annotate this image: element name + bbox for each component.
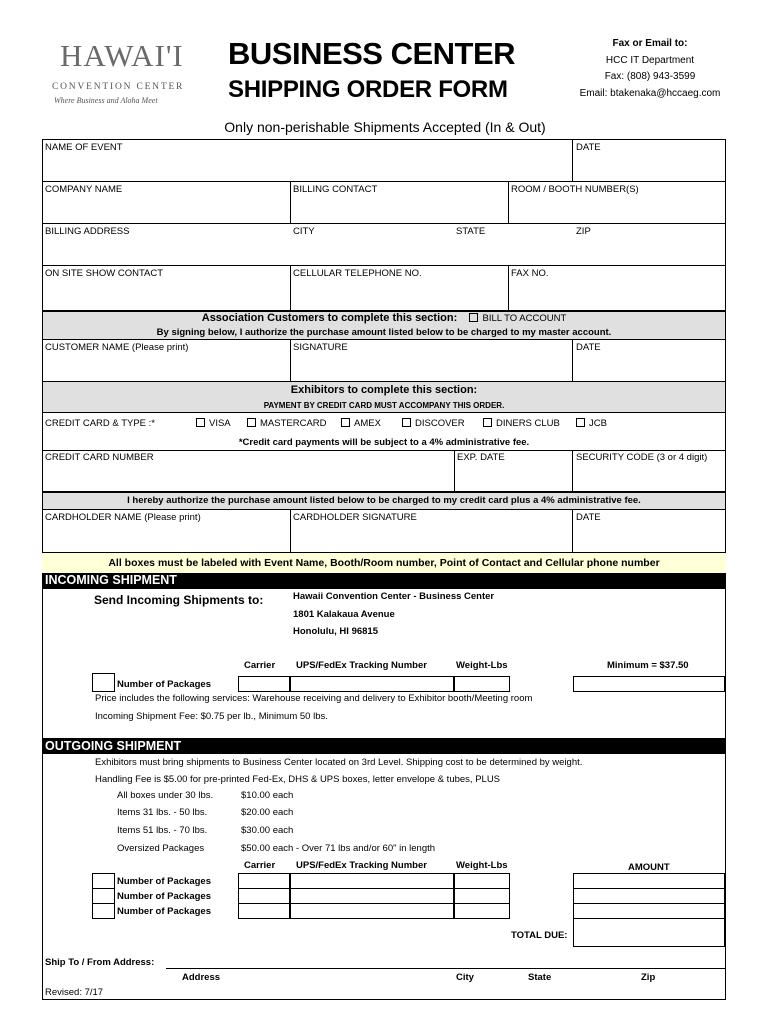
incoming-packages-count-box[interactable] <box>92 673 115 692</box>
form-title: BUSINESS CENTER <box>228 36 516 71</box>
incoming-minimum-input[interactable] <box>573 676 725 692</box>
incoming-minimum: Minimum = $37.50 <box>607 660 689 671</box>
fax-number: Fax: (808) 943-3599 <box>604 71 696 82</box>
diners-club-checkbox[interactable] <box>483 418 492 427</box>
ship-zip-col: Zip <box>641 972 656 983</box>
jcb-checkbox[interactable] <box>576 418 585 427</box>
outgoing-amount-header: AMOUNT <box>628 862 670 873</box>
incoming-tracking-input[interactable] <box>290 676 454 692</box>
onsite-contact-field[interactable]: ON SITE SHOW CONTACT <box>45 268 164 279</box>
security-code-field[interactable]: SECURITY CODE (3 or 4 digit) <box>576 452 708 463</box>
billing-address-field[interactable]: BILLING ADDRESS <box>45 226 130 237</box>
customer-name-field[interactable]: CUSTOMER NAME (Please print) <box>45 342 189 353</box>
logo-wordmark: HAWAI'I <box>60 38 184 73</box>
ship-address-col: Address <box>182 972 221 983</box>
amex-checkbox[interactable] <box>341 418 350 427</box>
fax-department: HCC IT Department <box>605 54 695 66</box>
credit-card-number-field[interactable]: CREDIT CARD NUMBER <box>45 452 154 463</box>
logo-subtitle: CONVENTION CENTER <box>52 82 185 92</box>
outgoing-amount-input[interactable] <box>573 873 725 947</box>
outgoing-num-packages-label: Number of Packages <box>117 906 211 917</box>
ship-state-col: State <box>528 972 552 983</box>
zip-field[interactable]: ZIP <box>576 226 591 237</box>
association-date-field[interactable]: DATE <box>576 342 601 353</box>
fax-heading: Fax or Email to: <box>612 38 688 49</box>
form-subtitle: SHIPPING ORDER FORM <box>228 76 508 103</box>
signature-field[interactable]: SIGNATURE <box>293 342 348 353</box>
cell-phone-field[interactable]: CELLULAR TELEPHONE NO. <box>293 268 422 279</box>
rate-item: Items 31 lbs. - 50 lbs. <box>117 807 208 818</box>
ship-city-col: City <box>456 972 474 983</box>
send-incoming-label: Send Incoming Shipments to: <box>94 593 264 607</box>
event-date-field[interactable]: DATE <box>576 142 601 153</box>
shipments-notice: Only non-perishable Shipments Accepted (In & Out) <box>224 119 546 135</box>
visa-checkbox[interactable] <box>196 418 205 427</box>
company-name-field[interactable]: COMPANY NAME <box>45 184 123 195</box>
incoming-carrier-input[interactable] <box>238 676 290 692</box>
bill-to-account-label: BILL TO ACCOUNT <box>482 313 567 324</box>
incoming-carrier-header: Carrier <box>244 660 276 671</box>
incoming-address-line2: 1801 Kalakaua Avenue <box>293 609 395 620</box>
association-heading: Association Customers to complete this section: BILL TO ACCOUNT <box>201 312 567 324</box>
credit-card-type-label: CREDIT CARD & TYPE :* <box>45 418 155 429</box>
cc-authorize-text: I hereby authorize the purchase amount listed below to be charged to my credit card plus a 4% administrative fee. <box>127 495 641 506</box>
fee-note: *Credit card payments will be subject to a 4% administrative fee. <box>238 437 530 448</box>
ship-to-label: Ship To / From Address: <box>45 957 155 968</box>
outgoing-carrier-header: Carrier <box>244 860 276 871</box>
logo-tagline: Where Business and Aloha Meet <box>54 96 158 105</box>
cardholder-name-field[interactable]: CARDHOLDER NAME (Please print) <box>45 512 201 523</box>
fax-email-block <box>570 36 730 102</box>
discover-checkbox[interactable] <box>402 418 411 427</box>
outgoing-note-2: Handling Fee is $5.00 for pre-printed Fed-Ex, DHS & UPS boxes, letter envelope & tubes, PLUS <box>95 774 501 785</box>
cardholder-signature-field[interactable]: CARDHOLDER SIGNATURE <box>293 512 417 523</box>
rate-item: Items 51 lbs. - 70 lbs. <box>117 825 208 836</box>
rate-item: Oversized Packages <box>117 843 205 854</box>
rate-price: $20.00 each <box>241 807 294 818</box>
room-booth-field[interactable]: ROOM / BOOTH NUMBER(S) <box>511 184 639 195</box>
labeling-notice: All boxes must be labeled with Event Name, Booth/Room number, Point of Contact and Cellular phone number <box>108 557 660 569</box>
mastercard-checkbox[interactable] <box>247 418 256 427</box>
incoming-address-line3: Honolulu, HI 96815 <box>293 626 378 637</box>
outgoing-packages-count-box[interactable] <box>92 873 115 919</box>
cardholder-date-field[interactable]: DATE <box>576 512 601 523</box>
billing-contact-field[interactable]: BILLING CONTACT <box>293 184 378 195</box>
card-jcb-option[interactable]: JCB <box>576 418 607 429</box>
bill-to-account-checkbox[interactable] <box>469 313 478 322</box>
outgoing-num-packages-label: Number of Packages <box>117 876 211 887</box>
card-amex-option[interactable]: AMEX <box>341 418 381 429</box>
city-field[interactable]: CITY <box>293 226 315 237</box>
exp-date-field[interactable]: EXP. DATE <box>457 452 505 463</box>
revised-date: Revised: 7/17 <box>45 987 104 998</box>
card-visa-option[interactable]: VISA <box>196 418 231 429</box>
outgoing-weight-header: Weight-Lbs <box>456 860 508 871</box>
outgoing-tracking-input[interactable] <box>290 873 454 919</box>
event-info-grid <box>42 139 726 311</box>
outgoing-carrier-input[interactable] <box>238 873 290 919</box>
rate-price: $50.00 each - Over 71 lbs and/or 60" in length <box>241 843 436 854</box>
outgoing-note-1: Exhibitors must bring shipments to Business Center located on 3rd Level. Shipping cost to be determined by weight. <box>95 757 583 768</box>
incoming-weight-header: Weight-Lbs <box>456 660 508 671</box>
total-due-label: TOTAL DUE: <box>511 930 568 941</box>
outgoing-shipment-bar: OUTGOING SHIPMENT <box>42 739 726 754</box>
card-diners-option[interactable]: DINERS CLUB <box>483 418 560 429</box>
incoming-price-note: Price includes the following services: Warehouse receiving and delivery to Exhibitor booth/Meeting room <box>95 693 533 704</box>
rate-item: All boxes under 30 lbs. <box>117 790 214 801</box>
incoming-weight-input[interactable] <box>454 676 510 692</box>
name-of-event-field[interactable]: NAME OF EVENT <box>45 142 123 153</box>
rate-price: $10.00 each <box>241 790 294 801</box>
association-authorize-text: By signing below, I authorize the purchase amount listed below to be charged to my master account. <box>156 327 612 338</box>
outgoing-tracking-header: UPS/FedEx Tracking Number <box>296 860 427 871</box>
incoming-num-packages-label: Number of Packages <box>117 679 211 690</box>
outgoing-weight-input[interactable] <box>454 873 510 919</box>
exhibitors-heading: Exhibitors to complete this section: <box>290 384 478 396</box>
payment-note: PAYMENT BY CREDIT CARD MUST ACCOMPANY THIS ORDER. <box>263 401 505 410</box>
outgoing-num-packages-label: Number of Packages <box>117 891 211 902</box>
incoming-fee-note: Incoming Shipment Fee: $0.75 per lb., Minimum 50 lbs. <box>95 711 328 722</box>
rate-price: $30.00 each <box>241 825 294 836</box>
card-mastercard-option[interactable]: MASTERCARD <box>247 418 327 429</box>
fax-email: Email: btakenaka@hccaeg.com <box>579 87 721 99</box>
fax-no-field[interactable]: FAX NO. <box>511 268 549 279</box>
ship-to-address-line[interactable] <box>166 968 726 969</box>
incoming-shipment-bar: INCOMING SHIPMENT <box>42 573 726 589</box>
hawaii-convention-center-logo <box>50 38 185 110</box>
card-discover-option[interactable]: DISCOVER <box>402 418 465 429</box>
incoming-address-line1: Hawaii Convention Center - Business Center <box>293 591 495 602</box>
incoming-tracking-header: UPS/FedEx Tracking Number <box>296 660 427 671</box>
state-field[interactable]: STATE <box>456 226 486 237</box>
